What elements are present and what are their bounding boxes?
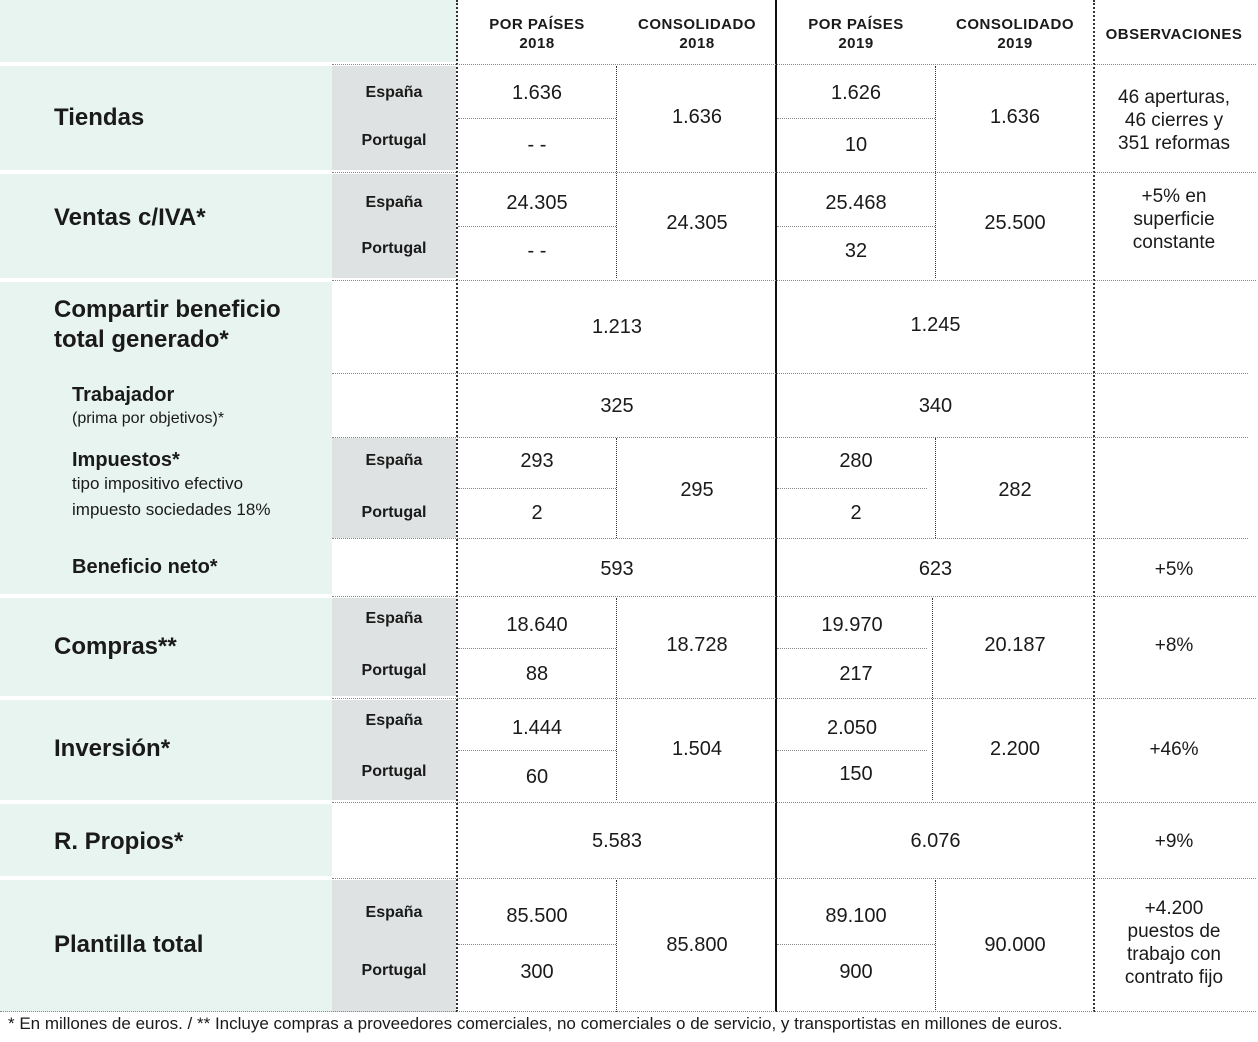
row-label-tiendas: Tiendas [54, 104, 145, 131]
inversion-pt-2019: 150 [839, 762, 873, 785]
row-divider [332, 64, 1256, 65]
inversion-cons-2018: 1.504 [671, 737, 723, 760]
impuestos-es-2018: 293 [520, 449, 554, 472]
col-divider-2018 [456, 0, 458, 1012]
row-label-plantilla: Plantilla total [54, 931, 204, 958]
country-espana: España [365, 904, 423, 921]
country-portugal: Portugal [361, 504, 427, 521]
row-divider [332, 172, 1256, 173]
beneficio-observacion: +5% [1154, 558, 1194, 580]
inversion-pt-2018: 60 [525, 765, 549, 788]
country-portugal: Portugal [361, 662, 427, 679]
ventas-pt-2019: 32 [844, 239, 868, 262]
row-label-compartir: Compartir beneficio total generado* [54, 296, 281, 353]
tiendas-es-2018: 1.636 [511, 81, 563, 104]
row-divider [458, 944, 616, 945]
row-label-beneficio: Beneficio neto* [72, 556, 218, 578]
tiendas-pt-2019: 10 [844, 133, 868, 156]
ventas-pt-2018: - - [527, 239, 547, 262]
ventas-cons-2019: 25.500 [984, 211, 1046, 234]
label-separator [0, 278, 332, 282]
tiendas-observacion: 46 aperturas, 46 cierres y 351 reformas [1118, 86, 1230, 154]
tiendas-pt-2018: - - [527, 133, 547, 156]
country-portugal: Portugal [361, 763, 427, 780]
header-background [0, 0, 458, 62]
inversion-es-2019: 2.050 [826, 716, 878, 739]
row-divider [332, 596, 1256, 597]
label-separator [0, 800, 332, 804]
beneficio-2019: 623 [918, 557, 953, 580]
row-divider [777, 648, 927, 649]
row-divider [777, 944, 935, 945]
col-divider-2019 [775, 0, 777, 1012]
compras-cons-2018: 18.728 [666, 633, 728, 656]
impuestos-cons-2019: 282 [998, 478, 1032, 501]
label-separator [0, 696, 332, 700]
compartir-2019: 1.245 [910, 313, 961, 336]
label-separator [0, 594, 332, 598]
row-divider [777, 118, 935, 119]
row-label-compras: Compras** [54, 633, 177, 660]
plantilla-observacion: +4.200 puestos de trabajo con contrato fijo [1124, 898, 1224, 988]
trabajador-2019: 340 [918, 394, 953, 417]
country-espana: España [365, 712, 423, 729]
row-divider [332, 802, 1256, 803]
tiendas-cons-2019: 1.636 [989, 105, 1041, 128]
compartir-2018: 1.213 [591, 315, 643, 338]
tiendas-es-2019: 1.626 [830, 81, 882, 104]
row-divider [458, 750, 616, 751]
country-espana: España [365, 84, 423, 101]
inversion-es-2018: 1.444 [511, 716, 563, 739]
ventas-es-2018: 24.305 [506, 191, 568, 214]
country-espana: España [365, 610, 423, 627]
col-divider-minor [616, 598, 617, 800]
country-espana: España [365, 452, 423, 469]
row-divider [332, 437, 1248, 438]
row-divider [458, 488, 616, 489]
plantilla-cons-2018: 85.800 [666, 933, 728, 956]
row-label-propios: R. Propios* [54, 828, 184, 855]
row-divider [332, 878, 1256, 879]
tiendas-cons-2018: 1.636 [671, 105, 723, 128]
row-divider [332, 538, 1248, 539]
row-label-impuestos: Impuestos* tipo impositivo efectivo impuesto sociedades 18% [72, 449, 271, 519]
header-observaciones: OBSERVACIONES [1105, 25, 1243, 43]
row-divider [458, 648, 616, 649]
row-divider [458, 118, 616, 119]
propios-2019: 6.076 [910, 829, 961, 852]
ventas-cons-2018: 24.305 [666, 211, 728, 234]
col-divider-minor [935, 438, 936, 538]
ventas-observacion: +5% en superficie constante [1132, 185, 1216, 253]
col-divider-minor [616, 438, 617, 538]
compras-observacion: +8% [1154, 634, 1194, 656]
compras-pt-2019: 217 [839, 662, 873, 685]
row-divider [332, 698, 1256, 699]
header-consolidado-2018: CONSOLIDADO 2018 [638, 16, 756, 52]
compras-es-2018: 18.640 [506, 613, 568, 636]
impuestos-cons-2018: 295 [680, 478, 714, 501]
col-divider-observaciones [1093, 0, 1095, 1012]
impuestos-es-2019: 280 [839, 449, 873, 472]
impuestos-pt-2019: 2 [850, 501, 862, 524]
row-divider [777, 226, 935, 227]
row-divider [458, 226, 616, 227]
header-por-paises-2018: POR PAÍSES 2018 [489, 16, 585, 52]
label-separator [0, 170, 332, 174]
row-divider [777, 750, 927, 751]
label-separator [0, 876, 332, 880]
col-divider-minor [932, 598, 933, 800]
plantilla-es-2019: 89.100 [825, 904, 887, 927]
row-divider [332, 373, 1248, 374]
plantilla-cons-2019: 90.000 [984, 933, 1046, 956]
impuestos-pt-2018: 2 [531, 501, 543, 524]
row-label-ventas: Ventas c/IVA* [54, 204, 206, 231]
country-portugal: Portugal [361, 962, 427, 979]
country-portugal: Portugal [361, 240, 427, 257]
beneficio-2018: 593 [600, 557, 634, 580]
inversion-cons-2019: 2.200 [989, 737, 1041, 760]
propios-observacion: +9% [1154, 830, 1194, 852]
ventas-es-2019: 25.468 [825, 191, 887, 214]
row-divider [0, 1011, 1256, 1012]
row-label-trabajador: Trabajador (prima por objetivos)* [72, 384, 225, 427]
compras-es-2019: 19.970 [821, 613, 883, 636]
header-por-paises-2019: POR PAÍSES 2019 [808, 16, 904, 52]
plantilla-pt-2019: 900 [839, 960, 873, 983]
header-consolidado-2019: CONSOLIDADO 2019 [956, 16, 1074, 52]
trabajador-2018: 325 [600, 394, 634, 417]
plantilla-es-2018: 85.500 [506, 904, 568, 927]
row-divider [777, 488, 927, 489]
propios-2018: 5.583 [591, 829, 643, 852]
country-portugal: Portugal [361, 132, 427, 149]
row-label-inversion: Inversión* [54, 735, 171, 762]
compras-cons-2019: 20.187 [984, 633, 1046, 656]
col-divider-minor [616, 880, 617, 1012]
country-espana: España [365, 194, 423, 211]
compras-pt-2018: 88 [525, 662, 549, 685]
plantilla-pt-2018: 300 [520, 960, 554, 983]
col-divider-minor [935, 880, 936, 1012]
inversion-observacion: +46% [1149, 738, 1199, 760]
row-divider [332, 280, 1256, 281]
footnote: * En millones de euros. / ** Incluye compras a proveedores comerciales, no comerciales o de servicio, y transportistas en millones de euros. [8, 1014, 1063, 1033]
